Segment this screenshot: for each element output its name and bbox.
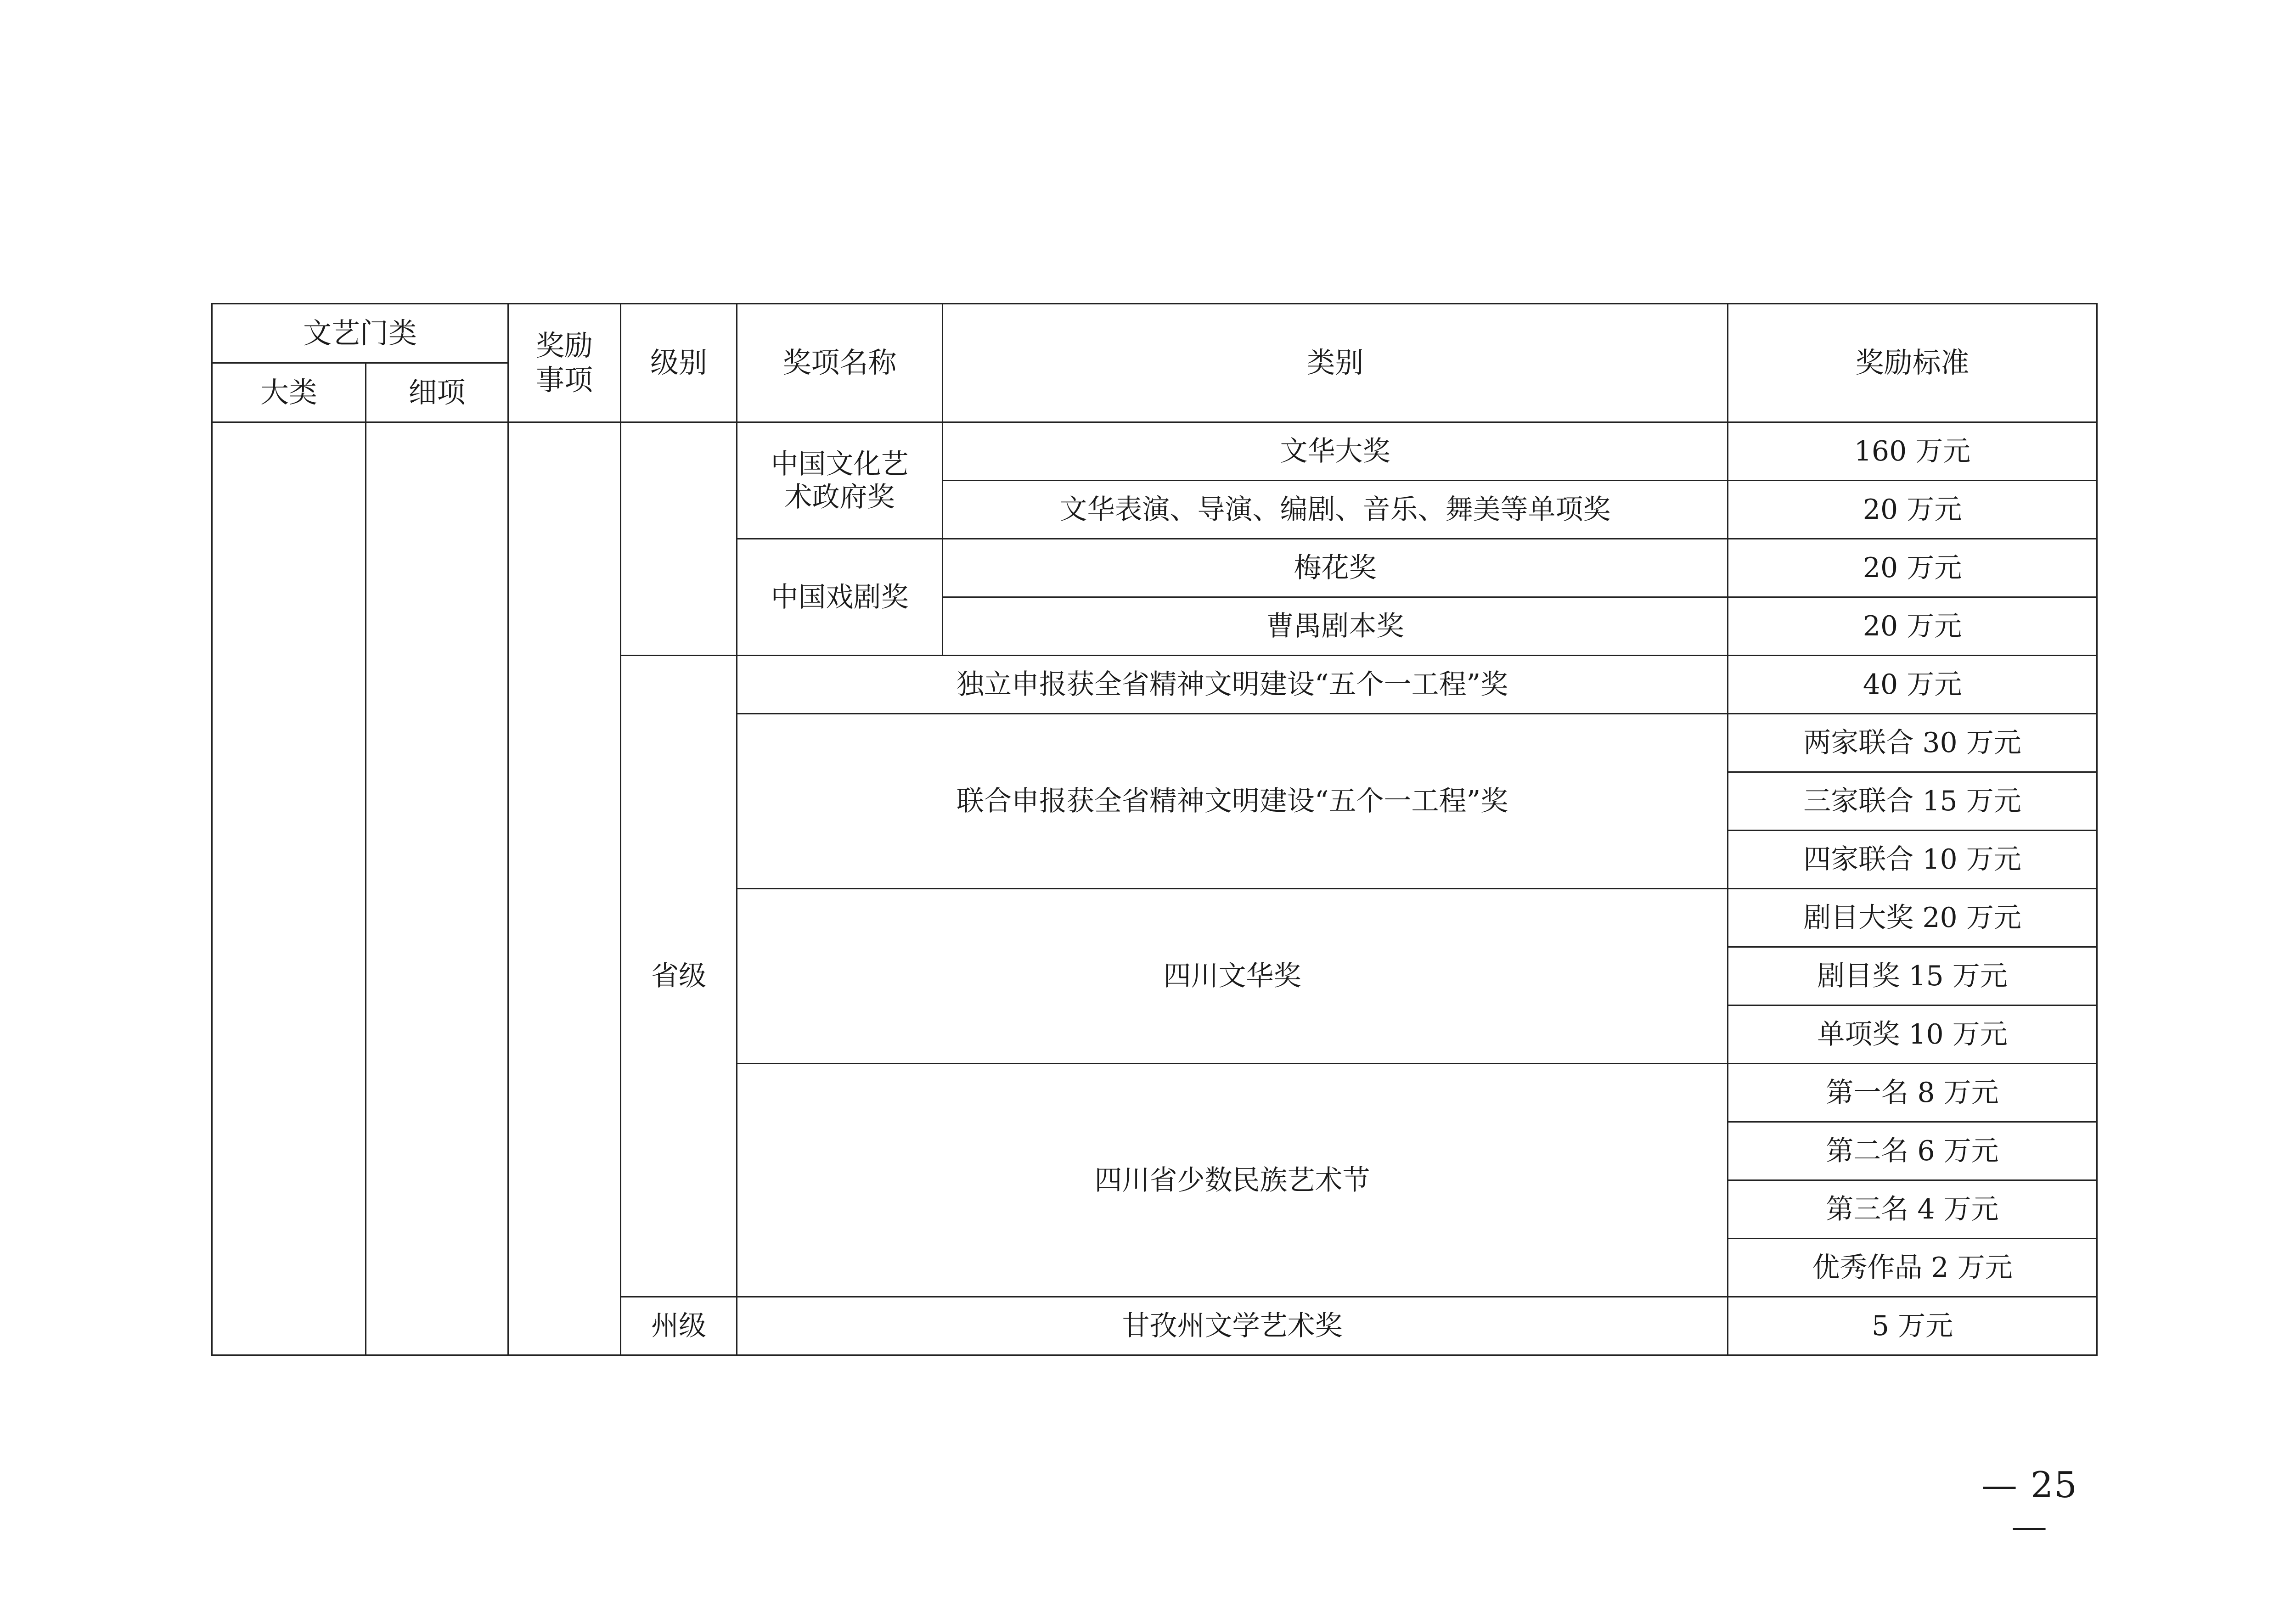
header-reward-item: 奖励 事项 [508,304,621,422]
mf-second-amount: 第二名 6 万元 [1728,1122,2097,1180]
plum-type: 梅花奖 [943,539,1728,597]
joint-2-amount: 两家联合 30 万元 [1728,714,2097,772]
header-row-1 [212,304,2097,363]
sw-grand-amount: 剧目大奖 20 万元 [1728,889,2097,947]
joint-award: 联合申报获全省精神文明建设“五个一工程”奖 [737,714,1728,889]
prefecture-level-cell: 州级 [621,1297,737,1355]
ganzi-amount: 5 万元 [1728,1297,2097,1355]
table-row [212,422,2097,481]
header-sub-item: 细项 [366,363,508,422]
caoyu-amount: 20 万元 [1728,597,2097,656]
header-type: 类别 [943,304,1728,422]
sub-item-cell [366,422,508,1355]
wenhua-single-type: 文华表演、导演、编剧、音乐、舞美等单项奖 [943,481,1728,539]
joint-3-amount: 三家联合 15 万元 [1728,772,2097,831]
header-level: 级别 [621,304,737,422]
major-category-cell [212,422,366,1355]
culture-award-name: 中国文化艺 术政府奖 [737,422,943,539]
wenhua-single-amount: 20 万元 [1728,481,2097,539]
wenhua-grand-amount: 160 万元 [1728,422,2097,481]
reward-item-cell [508,422,621,1355]
mf-excellent-amount: 优秀作品 2 万元 [1728,1239,2097,1297]
plum-amount: 20 万元 [1728,539,2097,597]
header-major-category: 大类 [212,363,366,422]
independent-award: 独立申报获全省精神文明建设“五个一工程”奖 [737,656,1728,714]
sw-play-amount: 剧目奖 15 万元 [1728,947,2097,1005]
wenhua-grand-type: 文华大奖 [943,422,1728,481]
sw-single-amount: 单项奖 10 万元 [1728,1005,2097,1064]
mf-third-amount: 第三名 4 万元 [1728,1180,2097,1239]
header-reward-standard: 奖励标准 [1728,304,2097,422]
sichuan-wenhua-award: 四川文华奖 [737,889,1728,1064]
caoyu-type: 曹禺剧本奖 [943,597,1728,656]
provincial-level-cell: 省级 [621,656,737,1297]
independent-amount: 40 万元 [1728,656,2097,714]
national-level-cell [621,422,737,656]
page-number: — 25 — [1981,1465,2078,1547]
mf-first-amount: 第一名 8 万元 [1728,1064,2097,1122]
header-award-name: 奖项名称 [737,304,943,422]
header-category-group: 文艺门类 [212,304,508,363]
drama-award-name: 中国戏剧奖 [737,539,943,656]
minority-festival-award: 四川省少数民族艺术节 [737,1064,1728,1297]
joint-4-amount: 四家联合 10 万元 [1728,831,2097,889]
ganzi-award: 甘孜州文学艺术奖 [737,1297,1728,1355]
awards-table [211,303,2098,1356]
